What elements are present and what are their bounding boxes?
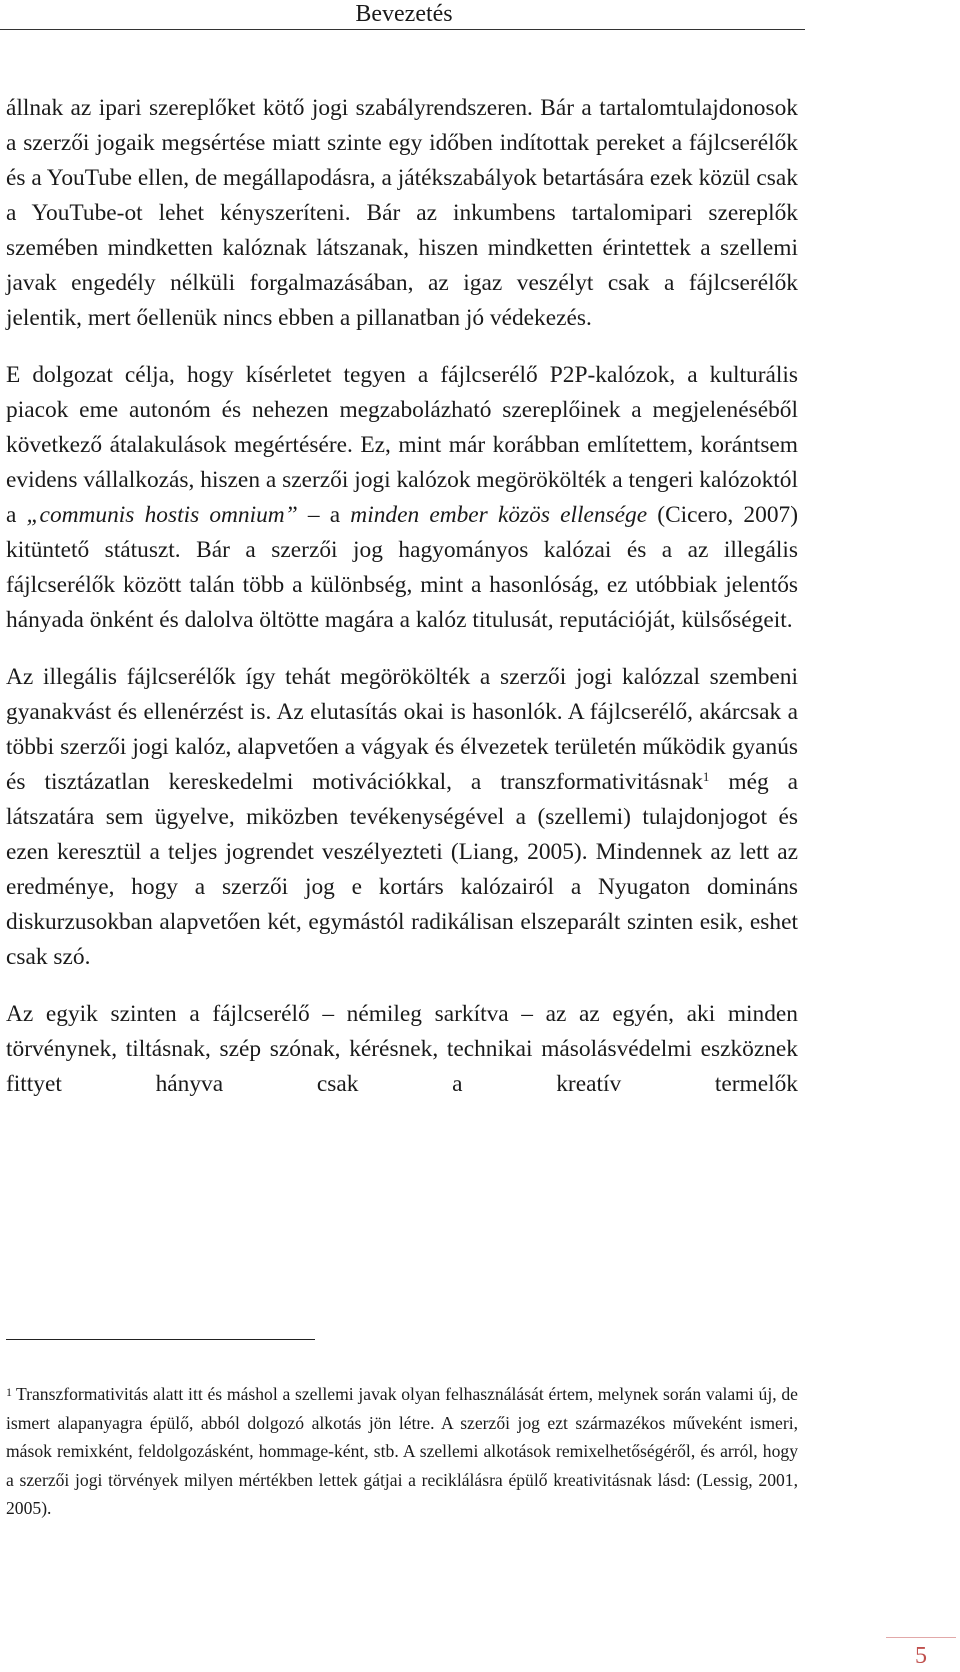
paragraph-3-part-a: Az illegális fájlcserélők így tehát megörökölték a szerzői jogi kalózzal szembeni gyanakvást és ellenérzést is. Az elutasítás okai is hasonlók. A fájlcserélő, akárcsak a többi szerzői jogi kalóz, alapvetően a vágyak és élvezetek területén működik gyanús és tisztázatlan kereskedelmi motivációkkal, a transzformativitásnak: [6, 664, 798, 795]
footnote-separator: [6, 1339, 315, 1340]
latin-quote: „communis hostis omnium”: [26, 502, 298, 528]
paragraph-2-part-b: (Cicero, 2007) kitüntető státuszt. Bár a szerzői jog hagyományos kalózai és a az illegális fájlcserélők között talán több a különbség, mint a hasonlóság, ez utóbbiak jelentős hányada önként és dalolva öltötte magára a kalóz titulusát, reputációját, külsőségeit.: [6, 502, 798, 633]
paragraph-1: állnak az ipari szereplőket kötő jogi szabályrendszeren. Bár a tartalomtulajdonosok a szerzői jogaik megsértése miatt szinte egy időben indítottak pereket a fájlcserélők és a YouTube ellen, de megállapodásra, a játékszabályok betartására ezek közül csak a YouTube-ot lehet kényszeríteni. Bár az inkumbens tartalomipari szereplők szemében mindketten kalóznak látszanak, hiszen mindketten érintettek a szellemi javak engedély nélküli forgalmazásában, az igaz veszélyt csak a fájlcserélők jelentik, mert őellenük nincs ebben a pillanatban jó védekezés.: [6, 95, 798, 331]
paragraph-2: [6, 358, 798, 638]
running-header: Bevezetés: [355, 1, 453, 27]
paragraph-4: Az egyik szinten a fájlcserélő – némileg sarkítva – az az egyén, aki minden törvénynek, tiltásnak, szép szónak, kérésnek, technikai másolásvédelmi eszköznek fittyet hányva csak a kreatív termelők: [6, 1001, 798, 1097]
footnote-1: [6, 1378, 798, 1523]
page-number: 5: [915, 1643, 927, 1669]
paragraph-3-part-b: még a látszatára sem ügyelve, miközben tevékenységével a (szellemi) tulajdonjogot és ezen keresztül a teljes jogrendet veszélyezteti (Liang, 2005). Mindennek az lett az eredménye, hogy a szerzői jog e kortárs kalózairól a Nyugaton domináns diskurzusokban alapvetően két, egymástól radikálisan elszeparált szinten esik, eshet csak szó.: [6, 769, 798, 970]
quote-translation: minden ember közös ellensége: [350, 502, 648, 528]
paragraph-3: [6, 660, 798, 975]
header-divider: [0, 29, 805, 30]
footnote-text: Transzformativitás alatt itt és máshol a szellemi javak olyan felhasználását értem, melynek során valami új, de ismert alapanyagra épülő, abból dolgozó alkotás jön létre. A szerzői jog ezt származékos műveként ismeri, mások remixként, feldolgozásként, hommage-ként, stb. A szellemi alkotások remixelhetőségéről, és arról, hogy a szerzői jogi törvények milyen mértékben lettek gátjai a reciklálásra épülő kreativitásnak lásd: (Lessig, 2001, 2005).: [6, 1384, 798, 1519]
footnote-mark: 1: [6, 1385, 12, 1399]
page-number-rule: [886, 1637, 956, 1638]
paragraph-2-dash: – a: [297, 502, 351, 528]
footnote-reference[interactable]: 1: [702, 769, 710, 784]
footnote: [6, 1378, 798, 1523]
paragraph-2-part-a: E dolgozat célja, hogy kísérletet tegyen a fájlcserélő P2P-kalózok, a kulturális piacok eme autonóm és nehezen megzabolázható szereplőinek a megjelenéséből következő átalakulások megértésére. Ez, mint már korábban említettem, korántsem evidens vállalkozás, hiszen a szerzői jogi kalózok megörökölték a tengeri kalózoktól a: [6, 362, 798, 528]
body-text: [6, 91, 798, 1102]
